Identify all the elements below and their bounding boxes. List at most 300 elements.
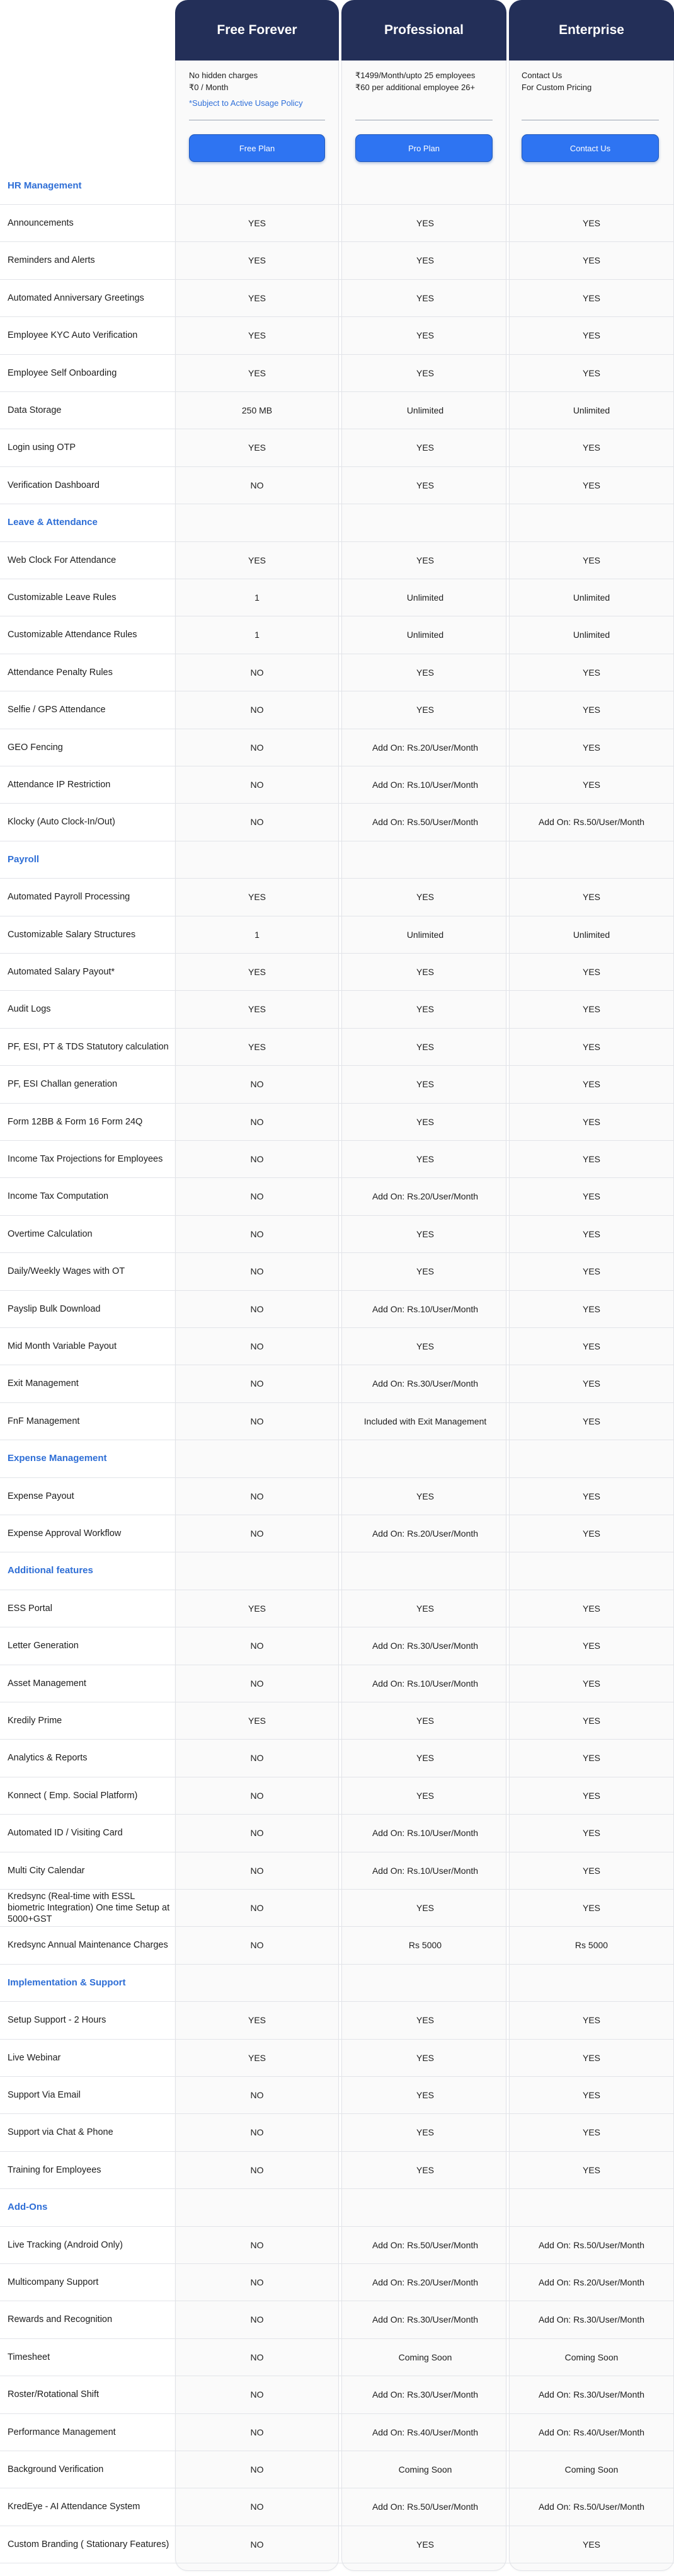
enterprise-plan-value: Add On: Rs.50/User/Month	[538, 2502, 645, 2512]
professional-plan-value: Unlimited	[406, 405, 444, 415]
professional-plan-value: Add On: Rs.10/User/Month	[372, 1303, 479, 1314]
free-plan-value: YES	[248, 2052, 266, 2063]
feature-row	[0, 242, 674, 280]
plan-info-line: No hidden charges	[189, 71, 258, 80]
free-plan-value: NO	[250, 1678, 264, 1689]
feature-name: Background Verification	[8, 2464, 104, 2475]
enterprise-plan-value: YES	[582, 779, 600, 790]
free-plan-value: NO	[250, 1266, 264, 1277]
enterprise-plan-value: YES	[582, 442, 600, 453]
feature-row	[0, 429, 674, 467]
professional-plan-value: Add On: Rs.10/User/Month	[372, 779, 479, 790]
usage-policy-note: *Subject to Active Usage Policy	[189, 98, 303, 108]
free-plan-value: NO	[250, 742, 264, 753]
free-plan-value: NO	[250, 779, 264, 790]
feature-name: Kredily Prime	[8, 1715, 62, 1726]
feature-row	[0, 1889, 674, 1927]
professional-plan-value: YES	[416, 2089, 434, 2100]
professional-plan-value: YES	[416, 1228, 434, 1239]
feature-row	[0, 1477, 674, 1515]
feature-row	[0, 616, 674, 654]
free-plan-value: NO	[250, 1828, 264, 1839]
free-plan-value: YES	[248, 555, 266, 565]
feature-name: Expense Approval Workflow	[8, 1528, 122, 1539]
section-header-row	[0, 1440, 674, 1478]
free-plan-value: NO	[250, 1341, 264, 1351]
free-plan-value: NO	[250, 2164, 264, 2175]
feature-name: Training for Employees	[8, 2164, 101, 2175]
enterprise-plan-value: YES	[582, 1491, 600, 1501]
professional-plan-value: YES	[416, 1341, 434, 1351]
plan-name-free: Free Forever	[175, 0, 339, 61]
enterprise-plan-value: Coming Soon	[564, 2352, 619, 2362]
professional-plan-value: YES	[416, 1041, 434, 1052]
enterprise-plan-value: YES	[582, 2015, 600, 2026]
feature-row	[0, 1927, 674, 1965]
feature-row	[0, 804, 674, 841]
professional-plan-value: Add On: Rs.20/User/Month	[372, 2277, 479, 2287]
feature-name: Automated Anniversary Greetings	[8, 292, 144, 303]
enterprise-plan-value: Rs 5000	[574, 1940, 608, 1951]
feature-name: Income Tax Computation	[8, 1191, 109, 1202]
professional-plan-value: YES	[416, 2052, 434, 2063]
feature-row	[0, 1402, 674, 1440]
free-plan-button[interactable]: Free Plan	[189, 134, 325, 162]
enterprise-plan-value: YES	[582, 1603, 600, 1614]
enterprise-plan-value: Coming Soon	[564, 2464, 619, 2475]
feature-name: Form 12BB & Form 16 Form 24Q	[8, 1116, 143, 1127]
enterprise-plan-value: YES	[582, 892, 600, 903]
feature-name: Customizable Salary Structures	[8, 929, 136, 940]
enterprise-plan-value: YES	[582, 1528, 600, 1539]
feature-name: Data Storage	[8, 405, 62, 415]
professional-plan-value: Add On: Rs.30/User/Month	[372, 1378, 479, 1389]
feature-name: Support Via Email	[8, 2089, 81, 2100]
professional-plan-value: Add On: Rs.30/User/Month	[372, 1641, 479, 1651]
free-plan-value: NO	[250, 2239, 264, 2250]
professional-plan-value: YES	[416, 966, 434, 977]
feature-row	[0, 279, 674, 317]
feature-row	[0, 2226, 674, 2264]
professional-plan-value: YES	[416, 480, 434, 490]
feature-row	[0, 916, 674, 954]
free-plan-value: NO	[250, 667, 264, 678]
enterprise-plan-value: YES	[582, 1828, 600, 1839]
free-plan-value: NO	[250, 1116, 264, 1127]
feature-name: ESS Portal	[8, 1603, 52, 1614]
feature-name: Verification Dashboard	[8, 480, 100, 490]
professional-plan-value: Add On: Rs.20/User/Month	[372, 1528, 479, 1539]
free-plan-value: NO	[250, 1079, 264, 1090]
enterprise-plan-value: YES	[582, 1191, 600, 1202]
professional-plan-value: Unlimited	[406, 929, 444, 940]
enterprise-plan-value: YES	[582, 1303, 600, 1314]
plan-info-enterprise	[522, 69, 666, 93]
feature-row	[0, 1178, 674, 1216]
professional-plan-value: YES	[416, 1153, 434, 1164]
enterprise-plan-value: Add On: Rs.50/User/Month	[538, 817, 645, 828]
feature-row	[0, 541, 674, 579]
feature-name: Timesheet	[8, 2352, 50, 2362]
enterprise-plan-value: YES	[582, 966, 600, 977]
free-plan-value: YES	[248, 330, 266, 341]
free-plan-value: NO	[250, 705, 264, 715]
free-plan-value: YES	[248, 1004, 266, 1015]
feature-name: Kredsync (Real-time with ESSL biometric Integration) One time Setup at 5000+GST	[8, 1891, 170, 1924]
enterprise-plan-value: Unlimited	[573, 929, 610, 940]
feature-row	[0, 2263, 674, 2301]
section-title: Implementation & Support	[8, 1977, 126, 1988]
section-title: Expense Management	[8, 1453, 107, 1464]
free-plan-value: YES	[248, 1715, 266, 1726]
feature-row	[0, 204, 674, 242]
feature-name: Konnect ( Emp. Social Platform)	[8, 1790, 138, 1801]
enterprise-plan-value: YES	[582, 255, 600, 266]
feature-name: PF, ESI Challan generation	[8, 1079, 118, 1090]
professional-plan-value: YES	[416, 555, 434, 565]
feature-name: FnF Management	[8, 1416, 80, 1426]
professional-plan-value: Unlimited	[406, 592, 444, 603]
enterprise-plan-value: YES	[582, 292, 600, 303]
section-title: Leave & Attendance	[8, 517, 98, 528]
feature-row	[0, 1365, 674, 1403]
enterprise-plan-value: YES	[582, 1341, 600, 1351]
professional-plan-value: YES	[416, 1079, 434, 1090]
feature-row	[0, 953, 674, 991]
free-plan-value: YES	[248, 892, 266, 903]
feature-row	[0, 1815, 674, 1852]
feature-row	[0, 1777, 674, 1815]
section-header-row	[0, 1964, 674, 2002]
free-plan-value: NO	[250, 1902, 264, 1913]
professional-plan-value: YES	[416, 2164, 434, 2175]
feature-row	[0, 1327, 674, 1365]
free-plan-value: NO	[250, 1641, 264, 1651]
feature-row	[0, 466, 674, 504]
feature-name: Employee KYC Auto Verification	[8, 330, 138, 341]
professional-plan-value: YES	[416, 667, 434, 678]
feature-row	[0, 1627, 674, 1665]
free-plan-value: NO	[250, 2539, 264, 2550]
section-title: HR Management	[8, 180, 82, 191]
professional-plan-value: YES	[416, 2127, 434, 2138]
enterprise-plan-value: YES	[582, 1228, 600, 1239]
plan-info-line: Contact Us	[522, 71, 563, 80]
enterprise-plan-value: YES	[582, 1753, 600, 1764]
enterprise-plan-value: YES	[582, 1041, 600, 1052]
enterprise-plan-value: YES	[582, 742, 600, 753]
feature-row	[0, 2002, 674, 2040]
enterprise-plan-value: YES	[582, 1266, 600, 1277]
feature-row	[0, 2114, 674, 2152]
free-plan-value: NO	[250, 1153, 264, 1164]
free-plan-value: NO	[250, 1753, 264, 1764]
feature-row	[0, 1740, 674, 1777]
feature-name: Announcements	[8, 217, 74, 228]
professional-plan-value: YES	[416, 1715, 434, 1726]
feature-row	[0, 729, 674, 766]
feature-name: Expense Payout	[8, 1491, 74, 1501]
feature-row	[0, 654, 674, 691]
enterprise-plan-value: Add On: Rs.30/User/Month	[538, 2389, 645, 2400]
free-plan-value: NO	[250, 2502, 264, 2512]
feature-row	[0, 1140, 674, 1178]
free-plan-value: 250 MB	[241, 405, 273, 415]
enterprise-plan-value: YES	[582, 1079, 600, 1090]
free-plan-value: YES	[248, 1041, 266, 1052]
enterprise-plan-value: YES	[582, 1378, 600, 1389]
enterprise-plan-value: YES	[582, 480, 600, 490]
feature-name: GEO Fencing	[8, 742, 63, 753]
feature-name: Live Webinar	[8, 2052, 61, 2063]
feature-name: Multi City Calendar	[8, 1865, 85, 1876]
professional-plan-value: YES	[416, 705, 434, 715]
feature-row	[0, 1028, 674, 1066]
feature-name: Income Tax Projections for Employees	[8, 1153, 163, 1164]
feature-name: Roster/Rotational Shift	[8, 2389, 100, 2400]
enterprise-plan-value: YES	[582, 330, 600, 341]
section-header-row	[0, 1552, 674, 1590]
professional-plan-value: YES	[416, 1266, 434, 1277]
professional-plan-value: YES	[416, 1902, 434, 1913]
professional-plan-value: Add On: Rs.20/User/Month	[372, 742, 479, 753]
enterprise-plan-value: YES	[582, 367, 600, 378]
free-plan-value: NO	[250, 2427, 264, 2437]
plan-name-professional: Professional	[341, 0, 506, 61]
free-plan-value: NO	[250, 1491, 264, 1501]
enterprise-plan-value: YES	[582, 1715, 600, 1726]
section-header-row	[0, 504, 674, 542]
free-plan-value: NO	[250, 1940, 264, 1951]
enterprise-plan-value: Add On: Rs.30/User/Month	[538, 2314, 645, 2325]
feature-name: Mid Month Variable Payout	[8, 1341, 117, 1351]
free-plan-value: 1	[254, 630, 260, 640]
feature-name: Live Tracking (Android Only)	[8, 2239, 123, 2250]
feature-row	[0, 1515, 674, 1552]
enterprise-plan-value: YES	[582, 2089, 600, 2100]
professional-plan-value: Coming Soon	[398, 2352, 452, 2362]
free-plan-value: 1	[254, 592, 260, 603]
plan-info-professional	[355, 69, 500, 93]
enterprise-plan-value: YES	[582, 1790, 600, 1801]
feature-name: Payslip Bulk Download	[8, 1303, 101, 1314]
feature-row	[0, 354, 674, 392]
professional-plan-value: Add On: Rs.50/User/Month	[372, 817, 479, 828]
feature-name: Rewards and Recognition	[8, 2314, 113, 2325]
contact-us-button[interactable]: Contact Us	[522, 134, 659, 162]
feature-name: Multicompany Support	[8, 2277, 99, 2287]
professional-plan-value: YES	[416, 330, 434, 341]
feature-name: Asset Management	[8, 1678, 86, 1689]
feature-name: Employee Self Onboarding	[8, 367, 117, 378]
free-plan-value: NO	[250, 1191, 264, 1202]
free-plan-value: YES	[248, 966, 266, 977]
section-header-row	[0, 841, 674, 879]
feature-name: Daily/Weekly Wages with OT	[8, 1266, 125, 1277]
feature-row	[0, 2526, 674, 2563]
professional-plan-value: Add On: Rs.30/User/Month	[372, 2314, 479, 2325]
enterprise-plan-value: YES	[582, 1865, 600, 1876]
enterprise-plan-value: Add On: Rs.40/User/Month	[538, 2427, 645, 2437]
plan-info-line: ₹60 per additional employee 26+	[355, 83, 476, 92]
free-plan-value: 1	[254, 929, 260, 940]
professional-plan-value: YES	[416, 2539, 434, 2550]
free-plan-value: NO	[250, 2277, 264, 2287]
section-header-row	[0, 2189, 674, 2227]
free-plan-value: NO	[250, 1378, 264, 1389]
free-plan-value: YES	[248, 1603, 266, 1614]
professional-plan-value: YES	[416, 442, 434, 453]
feature-name: Setup Support - 2 Hours	[8, 2015, 106, 2026]
feature-name: Selfie / GPS Attendance	[8, 705, 106, 715]
free-plan-value: YES	[248, 217, 266, 228]
professional-plan-value: YES	[416, 1790, 434, 1801]
feature-name: Automated Payroll Processing	[8, 892, 130, 903]
feature-name: Login using OTP	[8, 442, 76, 453]
free-plan-value: NO	[250, 1416, 264, 1426]
feature-name: Attendance IP Restriction	[8, 779, 111, 790]
professional-plan-value: YES	[416, 1116, 434, 1127]
professional-plan-value: YES	[416, 1491, 434, 1501]
enterprise-plan-value: Unlimited	[573, 405, 610, 415]
feature-name: PF, ESI, PT & TDS Statutory calculation	[8, 1041, 169, 1052]
professional-plan-value: YES	[416, 1603, 434, 1614]
free-plan-value: YES	[248, 2015, 266, 2026]
free-plan-value: NO	[250, 2464, 264, 2475]
enterprise-plan-value: YES	[582, 1116, 600, 1127]
feature-name: Reminders and Alerts	[8, 255, 95, 266]
feature-row	[0, 2413, 674, 2451]
professional-plan-value: Add On: Rs.50/User/Month	[372, 2239, 479, 2250]
feature-row	[0, 1253, 674, 1291]
feature-name: Overtime Calculation	[8, 1228, 93, 1239]
feature-name: Exit Management	[8, 1378, 79, 1389]
feature-name: Analytics & Reports	[8, 1753, 88, 1764]
professional-plan-value: YES	[416, 892, 434, 903]
feature-row	[0, 317, 674, 355]
free-plan-value: NO	[250, 1528, 264, 1539]
enterprise-plan-value: Add On: Rs.20/User/Month	[538, 2277, 645, 2287]
feature-name: Performance Management	[8, 2427, 116, 2437]
enterprise-plan-value: YES	[582, 1641, 600, 1651]
professional-plan-value: Add On: Rs.10/User/Month	[372, 1865, 479, 1876]
feature-row	[0, 2039, 674, 2077]
feature-row	[0, 1590, 674, 1627]
feature-row	[0, 1103, 674, 1141]
feature-row	[0, 579, 674, 616]
feature-row	[0, 1215, 674, 1253]
feature-row	[0, 879, 674, 916]
plan-info-line: For Custom Pricing	[522, 83, 592, 92]
professional-plan-value: YES	[416, 255, 434, 266]
feature-name: Letter Generation	[8, 1641, 79, 1651]
feature-row	[0, 1066, 674, 1104]
free-plan-value: NO	[250, 1303, 264, 1314]
professional-plan-value: Add On: Rs.30/User/Month	[372, 2389, 479, 2400]
plan-price: ₹0 / Month	[189, 83, 229, 92]
feature-name: Kredsync Annual Maintenance Charges	[8, 1940, 168, 1951]
feature-row	[0, 1290, 674, 1328]
free-plan-value: NO	[250, 1790, 264, 1801]
plan-name-enterprise: Enterprise	[509, 0, 674, 61]
professional-plan-value: YES	[416, 1004, 434, 1015]
feature-row	[0, 2488, 674, 2526]
feature-row	[0, 2301, 674, 2339]
pro-plan-button[interactable]: Pro Plan	[355, 134, 493, 162]
professional-plan-value: Add On: Rs.50/User/Month	[372, 2502, 479, 2512]
enterprise-plan-value: YES	[582, 555, 600, 565]
feature-row	[0, 2376, 674, 2414]
free-plan-value: NO	[250, 2127, 264, 2138]
free-plan-value: NO	[250, 817, 264, 828]
professional-plan-value: YES	[416, 367, 434, 378]
feature-row	[0, 1665, 674, 1702]
enterprise-plan-value: YES	[582, 1902, 600, 1913]
enterprise-plan-value: YES	[582, 1416, 600, 1426]
feature-row	[0, 1852, 674, 1890]
enterprise-plan-value: YES	[582, 2539, 600, 2550]
enterprise-plan-value: YES	[582, 2127, 600, 2138]
free-plan-value: NO	[250, 2352, 264, 2362]
feature-name: Support via Chat & Phone	[8, 2127, 113, 2138]
free-plan-value: YES	[248, 442, 266, 453]
feature-row	[0, 991, 674, 1029]
feature-name: Automated ID / Visiting Card	[8, 1828, 123, 1839]
professional-plan-value: YES	[416, 217, 434, 228]
professional-plan-value: YES	[416, 1753, 434, 1764]
free-plan-value: YES	[248, 255, 266, 266]
professional-plan-value: YES	[416, 292, 434, 303]
professional-plan-value: YES	[416, 2015, 434, 2026]
enterprise-plan-value: Add On: Rs.50/User/Month	[538, 2239, 645, 2250]
feature-row	[0, 1702, 674, 1740]
enterprise-plan-value: YES	[582, 705, 600, 715]
professional-plan-value: Included with Exit Management	[363, 1416, 487, 1426]
feature-name: Customizable Attendance Rules	[8, 630, 137, 640]
feature-name: Automated Salary Payout*	[8, 966, 115, 977]
feature-row	[0, 691, 674, 729]
free-plan-value: YES	[248, 292, 266, 303]
free-plan-value: NO	[250, 1865, 264, 1876]
professional-plan-value: Unlimited	[406, 630, 444, 640]
feature-name: KredEye - AI Attendance System	[8, 2502, 140, 2512]
enterprise-plan-value: YES	[582, 1004, 600, 1015]
feature-name: Klocky (Auto Clock-In/Out)	[8, 817, 115, 828]
feature-name: Web Clock For Attendance	[8, 555, 117, 565]
feature-row	[0, 2151, 674, 2189]
enterprise-plan-value: YES	[582, 1678, 600, 1689]
enterprise-plan-value: YES	[582, 1153, 600, 1164]
enterprise-plan-value: YES	[582, 217, 600, 228]
professional-plan-value: Rs 5000	[408, 1940, 442, 1951]
enterprise-plan-value: YES	[582, 667, 600, 678]
plan-price: ₹1499/Month/upto 25 employees	[355, 71, 476, 80]
free-plan-value: NO	[250, 2314, 264, 2325]
free-plan-value: NO	[250, 480, 264, 490]
enterprise-plan-value: Unlimited	[573, 630, 610, 640]
section-title: Payroll	[8, 853, 40, 865]
feature-name: Customizable Leave Rules	[8, 592, 117, 603]
feature-row	[0, 2338, 674, 2376]
professional-plan-value: Add On: Rs.10/User/Month	[372, 1678, 479, 1689]
section-title: Additional features	[8, 1565, 93, 1576]
section-header-row	[0, 167, 674, 205]
free-plan-value: NO	[250, 2089, 264, 2100]
free-plan-value: YES	[248, 367, 266, 378]
plan-info-free	[189, 69, 334, 109]
feature-name: Custom Branding ( Stationary Features)	[8, 2539, 169, 2550]
enterprise-plan-value: YES	[582, 2164, 600, 2175]
